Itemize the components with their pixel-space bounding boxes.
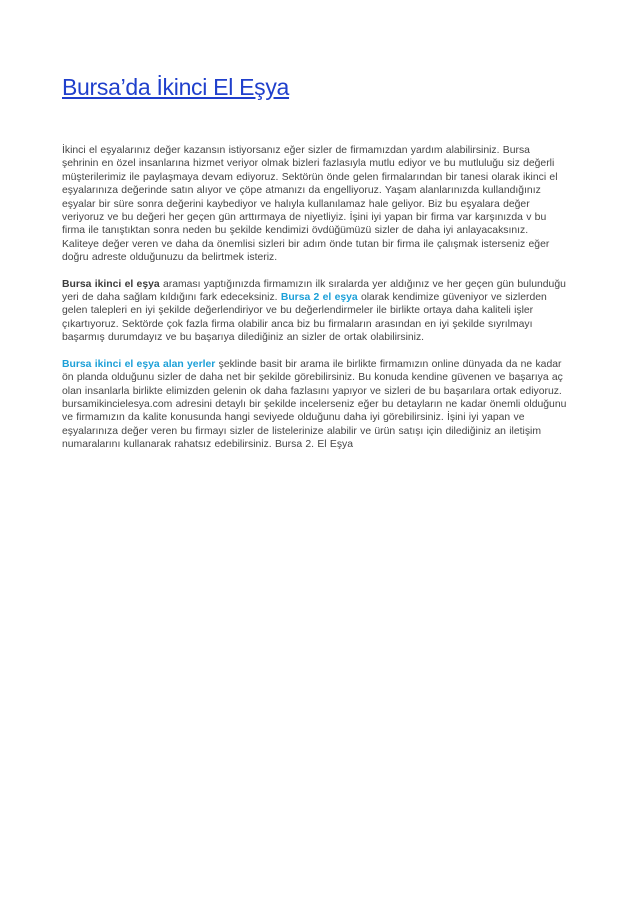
paragraph-search <box>62 278 568 345</box>
paragraph-search-text-b: olarak kendimize güveniyor ve sizlerden gelen talepleri en iyi şekilde değerlendiriyor ve bu değerlendirmeler ile birlikte ortaya daha kaliteli işler çıkartıyoruz. Sektörde çok fazla firma olabilir anca biz bu firmaların arasından en iyi şekilde sıyrılmayı başarmış durumdayız ve bu başarıya dilediğiniz an sizler de ortak olabilirsiniz. <box>62 292 547 344</box>
paragraph-intro: İkinci el eşyalarınız değer kazansın istiyorsanız eğer sizler de firmamızdan yardım alabilirsiniz. Bursa şehrinin en özel insanlarına hizmet veriyor olmak bizleri fazlasıyla mutlu ediyor ve bu mutluluğu siz değerli müşterilerimiz ile paylaşmaya devam ediyoruz. Sektörün önde gelen firmalarından bir tanesi olarak ikinci el eşyalarınıza değerinde satın alıyor ve çöpe atmanızı da engelliyoruz. Yaşam alanlarınızda kullandığınız eşyalar bir süre sonra değerini kaybediyor ve halıyla kullanılamaz hale geliyor. Biz bu eşyalara değer veriyoruz ve bu değeri her geçen gün arttırmaya de niyetliyiz. İşini iyi yapan bir firma var karşınızda v bu firma ile tanıştıktan sonra neden bu şekilde kendimizi övdüğümüzü sizler de daha iyi anlayacaksınız. Kaliteye değer veren ve daha da önemlisi sizleri bir adım önde tutan bir firma ile çalışmak isterseniz eğer doğru adreste olduğunuzu da belirtmek isteriz. <box>62 145 558 264</box>
document-page <box>62 72 568 452</box>
paragraph-search-text-a: araması yaptığınızda firmamızın ilk sıralarda yer aldığınız ve her geçen gün bulunduğu yeri de daha sağlam kıldığını fark edeceksiniz. <box>62 278 566 304</box>
link-bursa-2-el-esya[interactable]: Bursa 2 el eşya <box>280 292 358 304</box>
paragraph-online-text: şeklinde basit bir arama ile birlikte firmamızın online dünyada da ne kadar ön planda olduğunu sizler de daha net bir şekilde görebilirsiniz. Bu konuda kendine güvenen ve başarıya aç olan insanlarla birlikte elimizden gelenin ok daha fazlasını yapıyor ve sizleri de bu başarılara ortak ediyoruz. bursamikincielesya.com adresini detaylı bir şekilde incelerseniz eğer bu detayların ne kadar önemli olduğunu ve firmamızın da kalite konusunda hangi seviyede olduğunu daha iyi görebilirsiniz. İşini iyi yapan ve eşyalarınıza değer veren bu firmayı sizler de listelerinize alabilir ve ürün satışı için dilediğiniz an iletişim numaralarını kullanarak rahatsız edebilirsiniz. Bursa 2. El Eşya <box>62 358 567 451</box>
page-title[interactable]: Bursa’da İkinci El Eşya <box>62 74 290 100</box>
paragraph-online <box>62 358 568 452</box>
keyword-bursa-ikinci-el-esya: Bursa ikinci el eşya <box>62 278 160 290</box>
link-bursa-ikinci-el-esya-alan-yerler[interactable]: Bursa ikinci el eşya alan yerler <box>62 358 216 370</box>
